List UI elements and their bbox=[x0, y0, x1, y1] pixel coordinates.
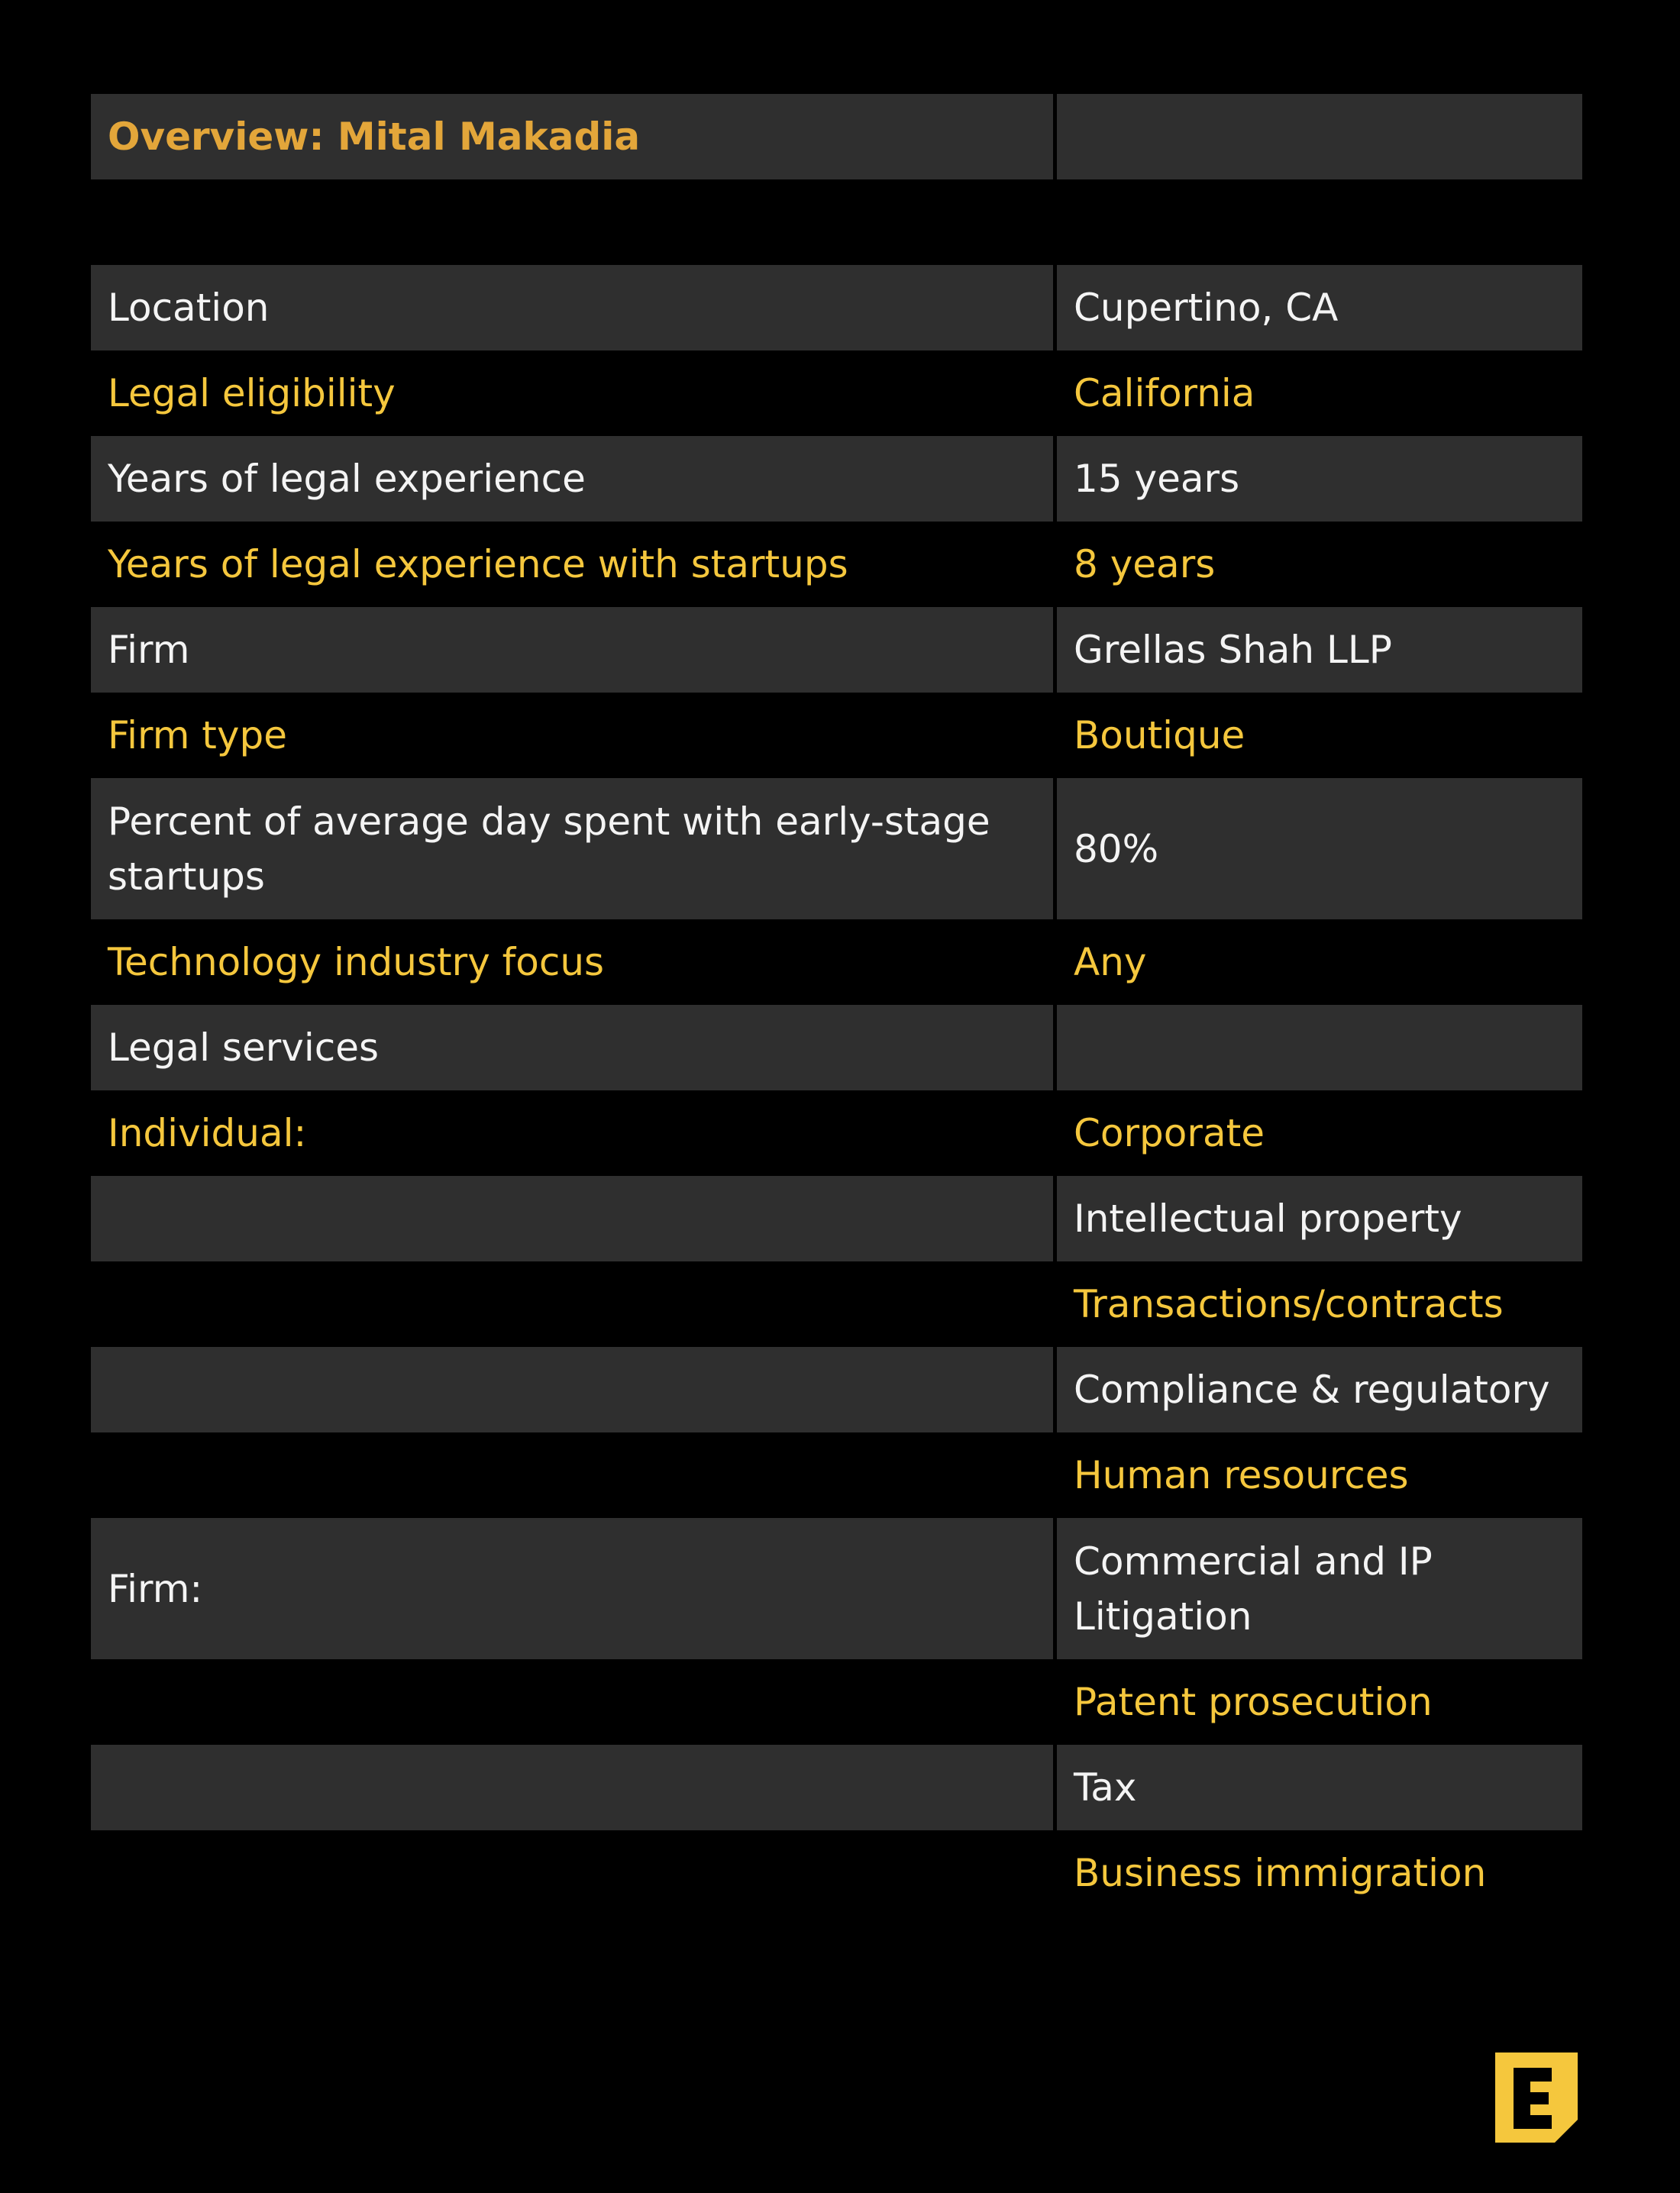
row-value: Intellectual property bbox=[1057, 1176, 1582, 1261]
row-value: Any bbox=[1074, 940, 1147, 984]
table-row-intellectual-property bbox=[91, 1176, 1582, 1261]
table-row-transactions bbox=[91, 1261, 1582, 1347]
title-value-cell bbox=[1057, 94, 1582, 179]
e-logo-icon bbox=[1495, 2053, 1578, 2143]
row-value: Grellas Shah LLP bbox=[1057, 607, 1582, 693]
table-row-years-experience bbox=[91, 436, 1582, 522]
row-label: Technology industry focus bbox=[108, 940, 605, 984]
row-value: Compliance & regulatory bbox=[1057, 1347, 1582, 1432]
table-row-human-resources bbox=[91, 1432, 1582, 1518]
row-value: Transactions/contracts bbox=[1074, 1282, 1504, 1326]
row-value: Boutique bbox=[1074, 713, 1245, 757]
table-row-years-startups bbox=[91, 522, 1582, 607]
table-row-compliance bbox=[91, 1347, 1582, 1432]
row-label: Firm bbox=[91, 607, 1053, 693]
row-label: Years of legal experience bbox=[91, 436, 1053, 522]
row-value: 8 years bbox=[1074, 542, 1216, 586]
row-value: Cupertino, CA bbox=[1057, 265, 1582, 350]
row-value: 15 years bbox=[1057, 436, 1582, 522]
row-value: Commercial and IP Litigation bbox=[1057, 1518, 1582, 1659]
page-title: Overview: Mital Makadia bbox=[91, 94, 1053, 179]
row-label bbox=[91, 1830, 1053, 1916]
row-label: Percent of average day spent with early-stage startups bbox=[91, 778, 1053, 919]
table-row-patent-prosecution bbox=[91, 1659, 1582, 1745]
table-row-individual bbox=[91, 1090, 1582, 1176]
row-label: Legal services bbox=[91, 1005, 1053, 1090]
row-value: Tax bbox=[1057, 1745, 1582, 1830]
row-label bbox=[91, 1347, 1053, 1432]
table-row-location bbox=[91, 265, 1582, 350]
row-label: Individual: bbox=[108, 1111, 307, 1155]
row-label bbox=[91, 1432, 1053, 1518]
table-row-legal-eligibility bbox=[91, 350, 1582, 436]
table-row-firm bbox=[91, 607, 1582, 693]
row-label bbox=[91, 1261, 1053, 1347]
row-value: Human resources bbox=[1074, 1453, 1409, 1497]
row-value: Patent prosecution bbox=[1074, 1680, 1433, 1724]
row-label: Firm: bbox=[91, 1518, 1053, 1659]
row-label: Location bbox=[91, 265, 1053, 350]
row-label: Legal eligibility bbox=[108, 371, 396, 415]
table-row-firm-litigation bbox=[91, 1518, 1582, 1659]
row-label bbox=[91, 1659, 1053, 1745]
table-row-industry-focus bbox=[91, 919, 1582, 1005]
row-value: 80% bbox=[1057, 778, 1582, 919]
row-value: California bbox=[1074, 371, 1255, 415]
row-value: Business immigration bbox=[1074, 1851, 1487, 1895]
table-row-tax bbox=[91, 1745, 1582, 1830]
row-value: Corporate bbox=[1074, 1111, 1265, 1155]
row-label bbox=[91, 1176, 1053, 1261]
table-row-legal-services bbox=[91, 1005, 1582, 1090]
row-value bbox=[1057, 1005, 1582, 1090]
table-row-percent-day bbox=[91, 778, 1582, 919]
row-label bbox=[91, 1745, 1053, 1830]
table-row-business-immigration bbox=[91, 1830, 1582, 1916]
table-row-firm-type bbox=[91, 693, 1582, 778]
table-title-row bbox=[91, 94, 1582, 179]
row-label: Years of legal experience with startups bbox=[108, 542, 848, 586]
row-label: Firm type bbox=[108, 713, 287, 757]
